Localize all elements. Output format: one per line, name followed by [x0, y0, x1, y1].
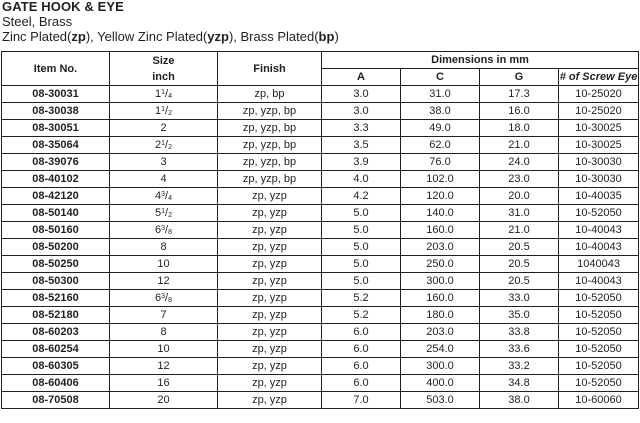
size-whole: 5	[155, 207, 162, 219]
finish-value: zp, yzp	[218, 392, 322, 409]
table-row	[2, 222, 639, 239]
size-value: $2^1/_2$	[110, 137, 218, 154]
finish-value: zp, yzp	[218, 239, 322, 256]
size-value: $5^1/_2$	[110, 205, 218, 222]
table-row	[2, 205, 639, 222]
dim-a-value: 4.0	[322, 171, 401, 188]
dim-c-value: 180.0	[401, 307, 480, 324]
screw-eye-value: 1040043	[559, 256, 639, 273]
item-number: 08-52160	[2, 290, 110, 307]
screw-eye-value: 10-30030	[559, 171, 639, 188]
size-value	[110, 154, 218, 171]
dim-a-value: 6.0	[322, 341, 401, 358]
dim-g-value: 20.5	[480, 273, 559, 290]
header-screw-eye: # of Screw Eye	[559, 69, 639, 86]
size-denominator: 4	[168, 93, 172, 100]
header-finish: Finish	[218, 52, 322, 86]
screw-eye-value: 10-40043	[559, 273, 639, 290]
size-value	[110, 171, 218, 188]
screw-eye-value: 10-25020	[559, 103, 639, 120]
item-number: 08-60254	[2, 341, 110, 358]
size-value: $6^3/_8$	[110, 222, 218, 239]
header-dimensions: Dimensions in mm	[322, 52, 639, 69]
finish-value: zp, yzp, bp	[218, 171, 322, 188]
item-number: 08-30051	[2, 120, 110, 137]
dim-a-value: 3.5	[322, 137, 401, 154]
size-value	[110, 273, 218, 290]
item-number: 08-35064	[2, 137, 110, 154]
dim-a-value: 5.0	[322, 256, 401, 273]
finish-value: zp, yzp	[218, 341, 322, 358]
item-number: 08-50160	[2, 222, 110, 239]
screw-eye-value: 10-25020	[559, 86, 639, 103]
size-whole: 2	[155, 139, 162, 151]
item-number: 08-39076	[2, 154, 110, 171]
finish-value: zp, yzp	[218, 324, 322, 341]
dim-a-value: 7.0	[322, 392, 401, 409]
size-whole: 1	[155, 105, 162, 117]
table-row	[2, 273, 639, 290]
table-row	[2, 188, 639, 205]
dim-a-value: 6.0	[322, 358, 401, 375]
finish-value: zp, yzp	[218, 256, 322, 273]
header-dim-c: C	[401, 69, 480, 86]
screw-eye-value: 10-52050	[559, 205, 639, 222]
size-whole: 7	[160, 309, 167, 321]
screw-eye-value: 10-52050	[559, 290, 639, 307]
item-number: 08-42120	[2, 188, 110, 205]
header-dim-g: G	[480, 69, 559, 86]
size-numerator: 1	[161, 140, 166, 147]
table-row	[2, 256, 639, 273]
table-row	[2, 375, 639, 392]
size-denominator: 2	[168, 212, 172, 219]
finish-name: Brass Plated	[240, 29, 315, 44]
item-number: 08-60305	[2, 358, 110, 375]
size-whole: 2	[160, 122, 167, 134]
spec-table-head	[2, 52, 639, 86]
dim-g-value: 33.6	[480, 341, 559, 358]
finish-code: bp	[318, 29, 335, 44]
size-value	[110, 324, 218, 341]
dim-g-value: 20.5	[480, 239, 559, 256]
spec-table-body	[2, 86, 639, 409]
screw-eye-value: 10-52050	[559, 358, 639, 375]
finish-value: zp, yzp, bp	[218, 103, 322, 120]
dim-a-value: 3.0	[322, 103, 401, 120]
size-value: $4^3/_4$	[110, 188, 218, 205]
item-number: 08-52180	[2, 307, 110, 324]
screw-eye-value: 10-52050	[559, 307, 639, 324]
finish-value: zp, yzp	[218, 273, 322, 290]
screw-eye-value: 10-30025	[559, 137, 639, 154]
size-value	[110, 375, 218, 392]
table-row	[2, 324, 639, 341]
dim-g-value: 38.0	[480, 392, 559, 409]
dim-a-value: 5.0	[322, 205, 401, 222]
dim-a-value: 5.0	[322, 273, 401, 290]
size-denominator: 8	[168, 297, 172, 304]
table-row	[2, 120, 639, 137]
dim-c-value: 300.0	[401, 273, 480, 290]
size-value	[110, 392, 218, 409]
dim-g-value: 16.0	[480, 103, 559, 120]
dim-g-value: 21.0	[480, 137, 559, 154]
finish-value: zp, yzp	[218, 205, 322, 222]
size-value	[110, 256, 218, 273]
table-row	[2, 341, 639, 358]
dim-c-value: 31.0	[401, 86, 480, 103]
dim-c-value: 62.0	[401, 137, 480, 154]
item-number: 08-50250	[2, 256, 110, 273]
finish-value: zp, bp	[218, 86, 322, 103]
dim-c-value: 300.0	[401, 358, 480, 375]
size-whole: 3	[160, 156, 167, 168]
size-value	[110, 358, 218, 375]
finish-value: zp, yzp, bp	[218, 154, 322, 171]
product-title: GATE HOOK & EYE	[2, 0, 124, 14]
size-whole: 4	[155, 190, 162, 202]
dim-g-value: 17.3	[480, 86, 559, 103]
screw-eye-value: 10-40035	[559, 188, 639, 205]
screw-eye-value: 10-40043	[559, 239, 639, 256]
size-numerator: 1	[161, 89, 166, 96]
size-value: $1^1/_4$	[110, 86, 218, 103]
screw-eye-value: 10-60060	[559, 392, 639, 409]
header-item-no: Item No.	[2, 52, 110, 86]
finish-value: zp, yzp	[218, 358, 322, 375]
size-numerator: 3	[161, 293, 166, 300]
item-number: 08-30031	[2, 86, 110, 103]
dim-g-value: 18.0	[480, 120, 559, 137]
dim-a-value: 3.9	[322, 154, 401, 171]
size-whole: 1	[155, 88, 162, 100]
dim-a-value: 6.0	[322, 375, 401, 392]
size-whole: 10	[157, 343, 170, 355]
dim-c-value: 400.0	[401, 375, 480, 392]
item-number: 08-50140	[2, 205, 110, 222]
table-row	[2, 154, 639, 171]
table-row	[2, 137, 639, 154]
dim-g-value: 33.2	[480, 358, 559, 375]
size-whole: 4	[160, 173, 167, 185]
dim-g-value: 34.8	[480, 375, 559, 392]
finish-value: zp, yzp	[218, 222, 322, 239]
size-value	[110, 239, 218, 256]
dim-g-value: 31.0	[480, 205, 559, 222]
size-denominator: 2	[168, 110, 172, 117]
table-row	[2, 103, 639, 120]
table-row	[2, 307, 639, 324]
screw-eye-value: 10-52050	[559, 341, 639, 358]
size-value: $1^1/_2$	[110, 103, 218, 120]
finish-value: zp, yzp	[218, 188, 322, 205]
finish-line: Zinc Plated(zp), Yellow Zinc Plated(yzp), Brass Plated(bp)	[2, 29, 339, 44]
dim-g-value: 23.0	[480, 171, 559, 188]
spec-table	[1, 51, 639, 409]
finish-name: Zinc Plated	[2, 29, 68, 44]
screw-eye-value: 10-52050	[559, 375, 639, 392]
size-numerator: 1	[161, 208, 166, 215]
dim-g-value: 24.0	[480, 154, 559, 171]
size-denominator: 4	[168, 195, 172, 202]
table-row	[2, 290, 639, 307]
dim-a-value: 4.2	[322, 188, 401, 205]
finish-value: zp, yzp	[218, 375, 322, 392]
size-whole: 12	[157, 275, 170, 287]
dim-c-value: 76.0	[401, 154, 480, 171]
dim-c-value: 160.0	[401, 290, 480, 307]
dim-g-value: 35.0	[480, 307, 559, 324]
table-row	[2, 86, 639, 103]
dim-a-value: 5.0	[322, 222, 401, 239]
dim-a-value: 6.0	[322, 324, 401, 341]
size-denominator: 2	[168, 144, 172, 151]
dim-c-value: 120.0	[401, 188, 480, 205]
item-number: 08-50200	[2, 239, 110, 256]
header-dim-a: A	[322, 69, 401, 86]
size-whole: 10	[157, 258, 170, 270]
table-row	[2, 392, 639, 409]
product-header	[2, 0, 638, 44]
dim-g-value: 20.0	[480, 188, 559, 205]
dim-c-value: 49.0	[401, 120, 480, 137]
size-whole: 6	[155, 224, 162, 236]
item-number: 08-30038	[2, 103, 110, 120]
dim-c-value: 203.0	[401, 239, 480, 256]
dim-g-value: 33.0	[480, 290, 559, 307]
finish-value: zp, yzp, bp	[218, 120, 322, 137]
item-number: 08-50300	[2, 273, 110, 290]
size-value	[110, 120, 218, 137]
finish-code: zp	[71, 29, 86, 44]
material-line: Steel, Brass	[2, 14, 73, 29]
table-row	[2, 171, 639, 188]
dim-c-value: 254.0	[401, 341, 480, 358]
dim-a-value: 3.3	[322, 120, 401, 137]
finish-name: Yellow Zinc Plated	[97, 29, 203, 44]
dim-c-value: 102.0	[401, 171, 480, 188]
size-whole: 8	[160, 241, 167, 253]
finish-value: zp, yzp, bp	[218, 137, 322, 154]
screw-eye-value: 10-52050	[559, 324, 639, 341]
dim-a-value: 5.2	[322, 307, 401, 324]
size-whole: 12	[157, 360, 170, 372]
table-row	[2, 239, 639, 256]
dim-c-value: 203.0	[401, 324, 480, 341]
finish-value: zp, yzp	[218, 307, 322, 324]
dim-c-value: 38.0	[401, 103, 480, 120]
size-numerator: 3	[161, 191, 166, 198]
dim-g-value: 21.0	[480, 222, 559, 239]
size-whole: 6	[155, 292, 162, 304]
dim-a-value: 5.0	[322, 239, 401, 256]
item-number: 08-60203	[2, 324, 110, 341]
size-whole: 8	[160, 326, 167, 338]
dim-g-value: 20.5	[480, 256, 559, 273]
size-value	[110, 307, 218, 324]
size-numerator: 1	[161, 106, 166, 113]
dim-a-value: 3.0	[322, 86, 401, 103]
finish-code: yzp	[207, 29, 229, 44]
size-whole: 20	[157, 394, 170, 406]
size-numerator: 3	[161, 225, 166, 232]
screw-eye-value: 10-30030	[559, 154, 639, 171]
size-value	[110, 341, 218, 358]
finish-value: zp, yzp	[218, 290, 322, 307]
item-number: 08-70508	[2, 392, 110, 409]
size-whole: 16	[157, 377, 170, 389]
item-number: 08-60406	[2, 375, 110, 392]
header-size: Size inch	[110, 52, 218, 86]
screw-eye-value: 10-30025	[559, 120, 639, 137]
table-row	[2, 358, 639, 375]
dim-a-value: 5.2	[322, 290, 401, 307]
size-value: $6^3/_8$	[110, 290, 218, 307]
dim-c-value: 503.0	[401, 392, 480, 409]
dim-c-value: 250.0	[401, 256, 480, 273]
dim-g-value: 33.8	[480, 324, 559, 341]
dim-c-value: 140.0	[401, 205, 480, 222]
size-denominator: 8	[168, 229, 172, 236]
screw-eye-value: 10-40043	[559, 222, 639, 239]
dim-c-value: 160.0	[401, 222, 480, 239]
item-number: 08-40102	[2, 171, 110, 188]
